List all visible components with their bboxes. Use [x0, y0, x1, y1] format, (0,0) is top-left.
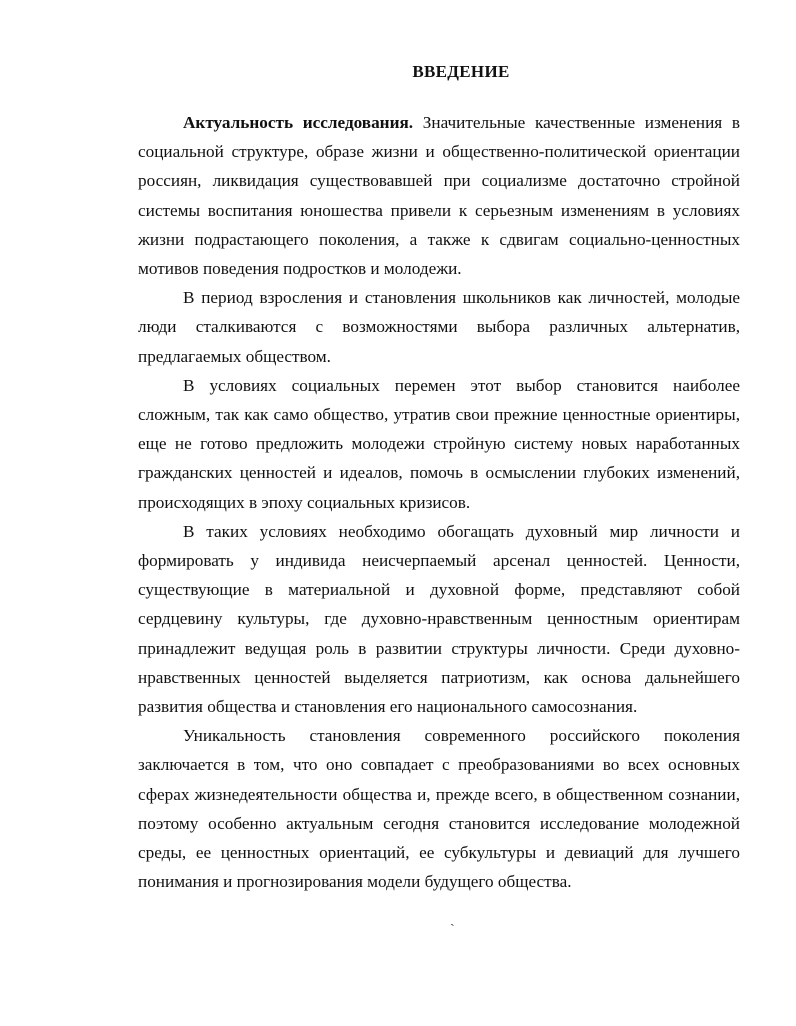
stray-mark: ˏ	[450, 912, 455, 927]
document-body	[138, 108, 740, 896]
paragraph: В условиях социальных перемен этот выбор становится наиболее сложным, так как само общество, утратив свои прежние ценностные ориентиры, еще не готово предложить молодежи стройную систему новых наработанных гражданских ценностей и идеалов, помочь в осмыслении глубоких изменений, происходящих в эпоху социальных кризисов.	[138, 375, 740, 512]
paragraph: Уникальность становления современного российского поколения заключается в том, что оно совпадает с преобразованиями во всех основных сферах жизнедеятельности общества и, прежде всего, в общественном сознании, поэтому особенно актуальным сегодня становится исследование молодежной среды, ее ценностных ориентаций, ее субкультуры и девиаций для лучшего понимания и прогнозирования модели будущего общества.	[138, 726, 740, 892]
paragraph: В таких условиях необходимо обогащать духовный мир личности и формировать у индивида неисчерпаемый арсенал ценностей. Ценности, существующие в материальной и духовной форме, представляют собой сердцевину культуры, где духовно-нравственным ценностным ориентирам принадлежит ведущая роль в развитии структуры личности. Среди духовно-нравственных ценностей выделяется патриотизм, как основа дальнейшего развития общества и становления его национального самосознания.	[138, 521, 740, 717]
paragraph-text: Значительные качественные изменения в социальной структуре, образе жизни и общественно-политической ориентации россиян, ликвидация существовавшей при социализме достаточно стройной системы воспитания юношества привели к серьезным изменениям в условиях жизни подрастающего поколения, а также к сдвигам социально-ценностных мотивов поведения подростков и молодежи.	[138, 113, 740, 279]
paragraph-lead: Актуальность исследования.	[183, 113, 414, 132]
paragraph-relevance	[138, 108, 740, 283]
page-title: ВВЕДЕНИЕ	[412, 62, 510, 81]
paragraph: В период взросления и становления школьников как личностей, молодые люди сталкиваются с возможностями выбора различных альтернатив, предлагаемых обществом.	[138, 288, 740, 366]
